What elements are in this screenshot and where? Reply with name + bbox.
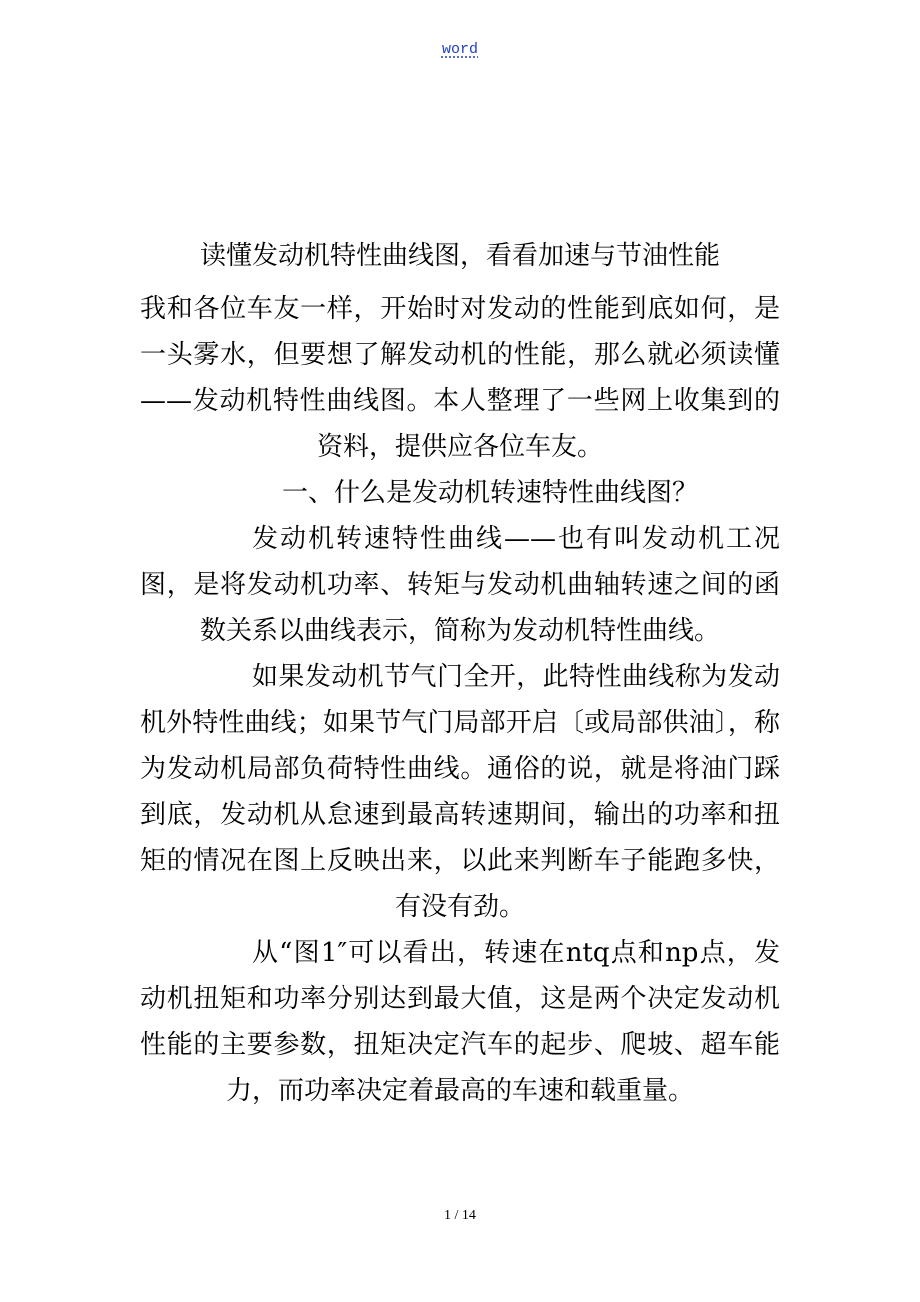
section-heading: 一、什么是发动机转速特性曲线图？ [281, 478, 698, 508]
figure-paragraph: 从“图1″可以看出，转速在ntq点和np点，发动机扭矩和功率分别达到最大值，这是两个决定发动机性能的主要参数，扭矩决定汽车的起步、爬坡、超车能力，而功率决定着最高的车速和载重量。 [140, 938, 780, 1106]
word-link[interactable]: word [441, 41, 478, 58]
definition-paragraph: 发动机转速特性曲线——也有叫发动机工况图，是将发动机功率、转矩与发动机曲轴转速之间的函数关系以曲线表示，简称为发动机特性曲线。 [140, 524, 780, 646]
document-title: 读懂发动机特性曲线图，看看加速与节油性能 [199, 241, 720, 271]
page-number: 1 / 14 [444, 1208, 476, 1223]
header-word-link-container [0, 40, 920, 60]
throttle-paragraph: 如果发动机节气门全开，此特性曲线称为发动机外特性曲线；如果节气门局部开启〔或局部供油〕，称为发动机局部负荷特性曲线。通俗的说，就是将油门踩到底，发动机从怠速到最高转速期间，输出的功率和扭矩的情况在图上反映出来，以此来判断车子能跑多快，有没有劲。 [140, 662, 780, 922]
document-body [140, 234, 780, 1114]
intro-paragraph: 我和各位车友一样，开始时对发动的性能到底如何，是一头雾水，但要想了解发动机的性能，那么就必须读懂——发动机特性曲线图。本人整理了一些网上收集到的资料，提供应各位车友。 [140, 294, 780, 462]
